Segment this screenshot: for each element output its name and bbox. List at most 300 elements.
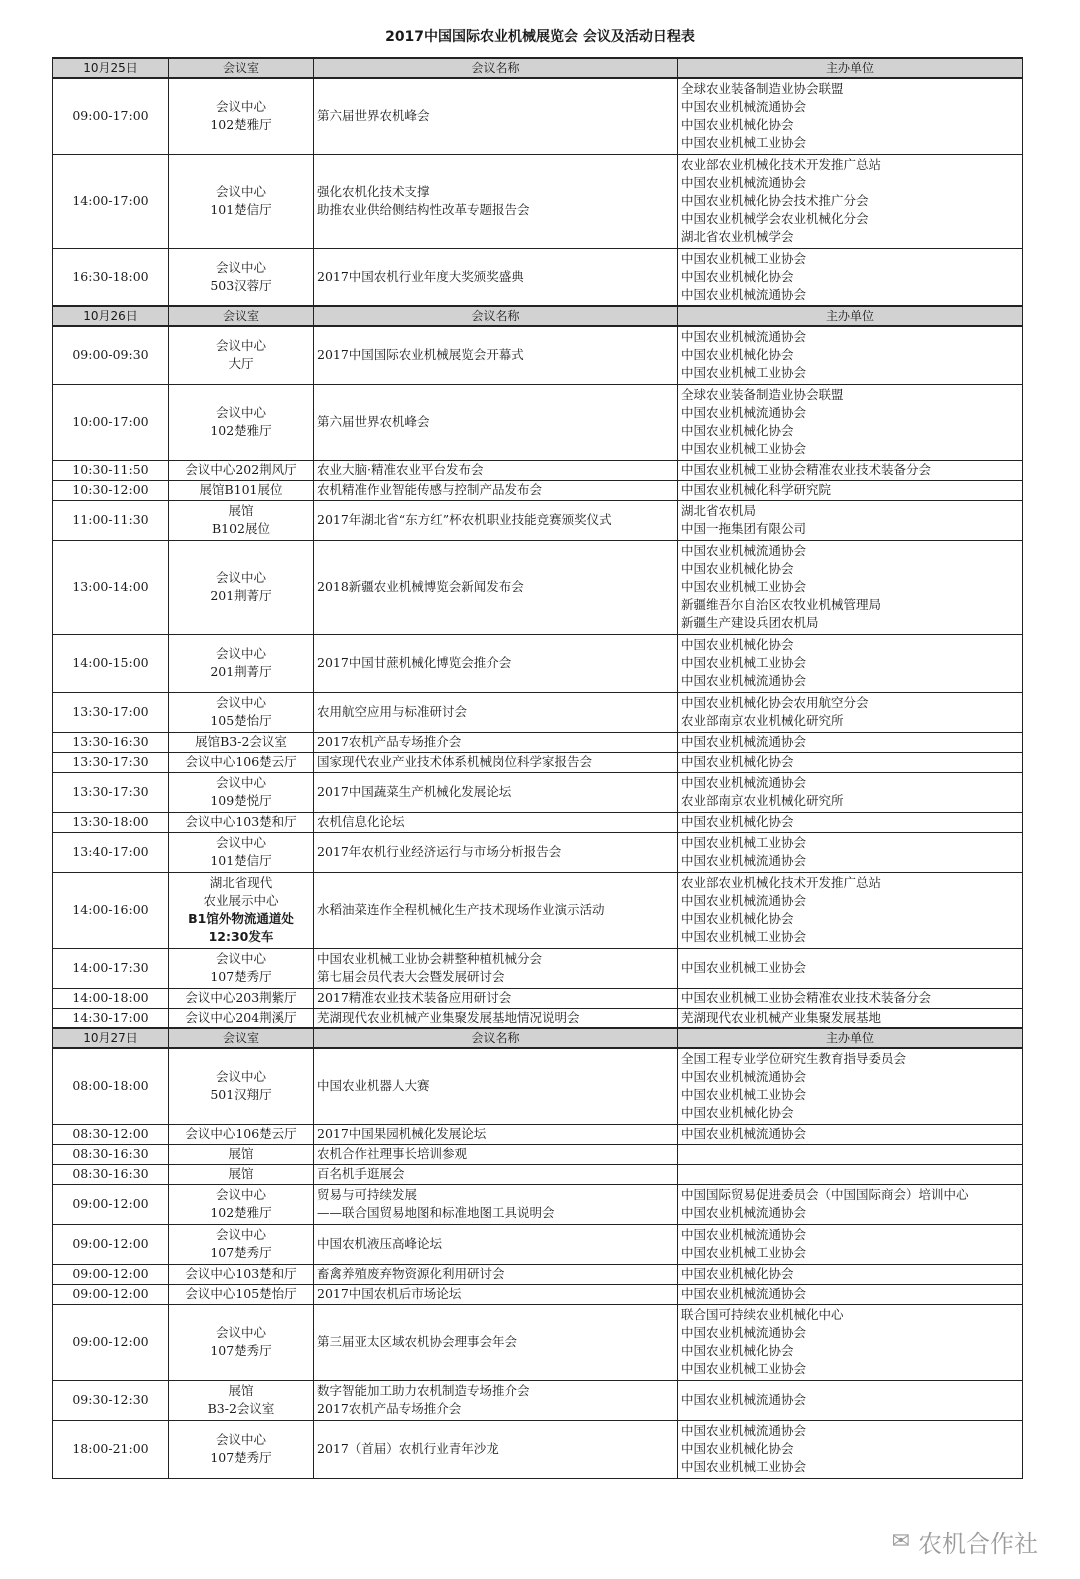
meeting-name-cell — [314, 1284, 678, 1304]
organizer-line: 芜湖现代农业机械产业集聚发展基地 — [681, 1009, 882, 1025]
room-cell — [169, 752, 314, 772]
time-cell: 14:00-15:00 — [53, 634, 169, 692]
meeting-name-line: 2017精准农业技术装备应用研讨会 — [317, 990, 512, 1005]
meeting-name-cell — [314, 988, 678, 1008]
column-header: 会议名称 — [314, 58, 678, 78]
organizer-cell — [678, 384, 1023, 460]
wechat-icon: ✉ — [891, 1529, 910, 1554]
organizer-cell — [678, 872, 1023, 948]
day-header-row — [53, 1028, 1023, 1048]
meeting-name-line: 芜湖现代农业机械产业集聚发展基地情况说明会 — [317, 1009, 580, 1025]
room-line: 会议中心 — [215, 951, 266, 966]
meeting-name-cell — [314, 872, 678, 948]
time-cell: 08:30-12:00 — [53, 1124, 169, 1144]
meeting-name-cell — [314, 948, 678, 988]
organizer-line: 中国农业机械化协会 — [681, 637, 794, 652]
meeting-name-cell — [314, 1048, 678, 1124]
organizer-line: 中国国际贸易促进委员会（中国国际商会）培训中心 — [681, 1187, 969, 1202]
organizer-line: 新疆维吾尔自治区农牧业机械管理局 — [681, 597, 882, 612]
meeting-name-line: ——联合国贸易地图和标准地图工具说明会 — [317, 1205, 555, 1220]
meeting-name-line: 2017（首届）农机行业青年沙龙 — [317, 1441, 499, 1456]
organizer-cell — [678, 948, 1023, 988]
room-line: 12:30发车 — [208, 929, 274, 944]
organizer-line: 中国农业机械化协会 — [681, 1343, 794, 1358]
room-cell — [169, 772, 314, 812]
meeting-name-cell — [314, 326, 678, 384]
meeting-name-cell — [314, 1304, 678, 1380]
schedule-row — [53, 500, 1023, 540]
time-cell: 10:30-11:50 — [53, 460, 169, 480]
room-cell — [169, 326, 314, 384]
room-cell — [169, 1284, 314, 1304]
time-cell: 13:40-17:00 — [53, 832, 169, 872]
room-cell — [169, 1420, 314, 1478]
room-cell — [169, 154, 314, 248]
schedule-row — [53, 1420, 1023, 1478]
organizer-cell — [678, 1008, 1023, 1028]
meeting-name-line: 畜禽养殖废弃物资源化利用研讨会 — [317, 1266, 505, 1281]
time-cell: 18:00-21:00 — [53, 1420, 169, 1478]
meeting-name-cell — [314, 752, 678, 772]
room-cell — [169, 1124, 314, 1144]
meeting-name-line: 第六届世界农机峰会 — [317, 414, 430, 429]
room-cell — [169, 732, 314, 752]
organizer-line: 中国农业机械化协会农用航空分会 — [681, 695, 869, 710]
room-line: 109楚悦厅 — [210, 793, 272, 808]
room-line: 展馆B3-2会议室 — [195, 734, 287, 749]
time-cell: 11:00-11:30 — [53, 500, 169, 540]
meeting-name-cell — [314, 384, 678, 460]
organizer-line: 中国农业机械流通协会 — [681, 175, 807, 190]
time-cell: 16:30-18:00 — [53, 248, 169, 306]
room-cell — [169, 1048, 314, 1124]
room-cell — [169, 634, 314, 692]
organizer-line: 中国农业机械化协会 — [681, 911, 794, 926]
schedule-row — [53, 812, 1023, 832]
room-line: 会议中心 — [215, 1325, 266, 1340]
day-header-row — [53, 58, 1023, 78]
meeting-name-line: 2017中国果园机械化发展论坛 — [317, 1126, 487, 1141]
room-cell — [169, 1144, 314, 1164]
room-line: 会议中心 — [215, 570, 266, 585]
schedule-row — [53, 1184, 1023, 1224]
organizer-line: 中国农业机械化协会 — [681, 814, 794, 829]
organizer-line: 中国农业机械学会农业机械化分会 — [681, 211, 869, 226]
schedule-row — [53, 1304, 1023, 1380]
organizer-line: 中国农业机械工业协会 — [681, 655, 807, 670]
room-cell — [169, 1264, 314, 1284]
room-line: 102楚雅厅 — [210, 423, 272, 438]
schedule-row — [53, 752, 1023, 772]
organizer-line: 农业部南京农业机械化研究所 — [681, 793, 844, 808]
schedule-row — [53, 1380, 1023, 1420]
meeting-name-cell — [314, 1420, 678, 1478]
room-line: 展馆 — [228, 1146, 254, 1161]
meeting-name-line: 助推农业供给侧结构性改革专题报告会 — [317, 202, 530, 217]
room-line: 会议中心 — [215, 1432, 266, 1447]
room-line: 501汉翔厅 — [210, 1087, 272, 1103]
organizer-cell — [678, 1304, 1023, 1380]
meeting-name-line: 2017中国甘蔗机械化博览会推介会 — [317, 655, 512, 670]
organizer-line: 中国农业机械工业协会 — [681, 579, 807, 594]
time-cell: 14:30-17:00 — [53, 1008, 169, 1028]
room-line: 会议中心 — [215, 184, 266, 199]
organizer-cell — [678, 1124, 1023, 1144]
room-line: 展馆 — [228, 1383, 254, 1398]
organizer-line: 中国农业机械工业协会 — [681, 929, 807, 944]
meeting-name-cell — [314, 480, 678, 500]
meeting-name-line: 百名机手逛展会 — [317, 1166, 405, 1181]
organizer-line: 中国农业机械化科学研究院 — [681, 482, 832, 497]
meeting-name-line: 2017年湖北省“东方红”杯农机职业技能竞赛颁奖仪式 — [317, 512, 612, 527]
meeting-name-cell — [314, 812, 678, 832]
organizer-line: 新疆生产建设兵团农机局 — [681, 615, 819, 630]
organizer-line: 中国农业机械化协会 — [681, 117, 794, 133]
meeting-name-line: 第三届亚太区域农机协会理事会年会 — [317, 1334, 518, 1349]
organizer-line: 中国农业机械工业协会精准农业技术装备分会 — [681, 990, 932, 1005]
meeting-name-line: 2017中国农机行业年度大奖颁奖盛典 — [317, 268, 524, 284]
schedule-row — [53, 1144, 1023, 1164]
room-line: 会议中心 — [215, 99, 266, 115]
organizer-line: 联合国可持续农业机械化中心 — [681, 1307, 844, 1322]
organizer-line: 中国农业机械工业协会 — [681, 365, 807, 381]
room-line: 503汉蓉厅 — [210, 277, 272, 293]
meeting-name-cell — [314, 540, 678, 634]
meeting-name-cell — [314, 78, 678, 154]
organizer-line: 中国农业机械工业协会 — [681, 1459, 807, 1474]
schedule-row — [53, 480, 1023, 500]
organizer-line: 中国农业机械化协会 — [681, 423, 794, 438]
schedule-row — [53, 832, 1023, 872]
organizer-line: 中国农业机械工业协会 — [681, 960, 807, 975]
meeting-name-line: 农用航空应用与标准研讨会 — [317, 704, 468, 719]
day-date: 10月27日 — [53, 1028, 169, 1048]
time-cell: 14:00-17:30 — [53, 948, 169, 988]
room-line: 会议中心105楚怡厅 — [185, 1286, 297, 1301]
room-line: 会议中心 — [215, 405, 266, 420]
room-cell — [169, 988, 314, 1008]
room-cell — [169, 248, 314, 306]
organizer-line: 中国农业机械流通协会 — [681, 1069, 807, 1085]
schedule-row — [53, 78, 1023, 154]
organizer-line: 中国农业机械化协会 — [681, 268, 794, 284]
column-header: 主办单位 — [678, 58, 1023, 78]
watermark-text: 农机合作社 — [918, 1530, 1038, 1558]
room-line: 107楚秀厅 — [210, 1450, 272, 1465]
room-line: B3-2会议室 — [207, 1401, 275, 1416]
column-header: 会议室 — [169, 306, 314, 326]
meeting-name-cell — [314, 1124, 678, 1144]
schedule-row — [53, 248, 1023, 306]
organizer-line: 中国农业机械流通协会 — [681, 734, 807, 749]
organizer-line: 中国农业机械流通协会 — [681, 1227, 807, 1242]
meeting-name-cell — [314, 772, 678, 812]
organizer-line: 中国农业机械流通协会 — [681, 673, 807, 688]
organizer-line: 中国农业机械流通协会 — [681, 329, 807, 345]
organizer-line: 农业部农业机械化技术开发推广总站 — [681, 875, 882, 890]
organizer-cell — [678, 752, 1023, 772]
room-line: 101楚信厅 — [210, 853, 272, 868]
time-cell: 09:30-12:30 — [53, 1380, 169, 1420]
room-cell — [169, 460, 314, 480]
room-line: 会议中心103楚和厅 — [185, 1266, 297, 1281]
time-cell: 09:00-09:30 — [53, 326, 169, 384]
organizer-cell — [678, 154, 1023, 248]
organizer-line: 农业部南京农业机械化研究所 — [681, 713, 844, 728]
organizer-line: 中国农业机械化协会 — [681, 1266, 794, 1281]
organizer-line: 全球农业装备制造业协会联盟 — [681, 81, 844, 97]
organizer-cell — [678, 1224, 1023, 1264]
room-line: 会议中心202荆风厅 — [185, 462, 297, 477]
time-cell: 13:30-17:30 — [53, 772, 169, 812]
organizer-line: 中国一拖集团有限公司 — [681, 521, 807, 536]
room-line: B1馆外物流通道处 — [188, 911, 294, 926]
organizer-cell — [678, 634, 1023, 692]
meeting-name-line: 国家现代农业产业技术体系机械岗位科学家报告会 — [317, 754, 593, 769]
organizer-line: 中国农业机械流通协会 — [681, 1392, 807, 1407]
schedule-row — [53, 872, 1023, 948]
organizer-cell — [678, 500, 1023, 540]
meeting-name-line: 2017年农机行业经济运行与市场分析报告会 — [317, 844, 562, 859]
organizer-line: 中国农业机械流通协会 — [681, 1126, 807, 1141]
schedule-row — [53, 948, 1023, 988]
room-line: 201荆菁厅 — [210, 588, 272, 603]
meeting-name-cell — [314, 500, 678, 540]
organizer-cell — [678, 1164, 1023, 1184]
organizer-line: 全国工程专业学位研究生教育指导委员会 — [681, 1051, 907, 1067]
room-line: 会议中心 — [215, 338, 266, 354]
room-cell — [169, 812, 314, 832]
watermark — [892, 1524, 1038, 1559]
meeting-name-line: 中国农机液压高峰论坛 — [317, 1236, 443, 1251]
meeting-name-line: 中国农业机械工业协会耕整种植机械分会 — [317, 951, 543, 966]
organizer-line: 湖北省农机局 — [681, 503, 757, 518]
organizer-cell — [678, 772, 1023, 812]
schedule-row — [53, 326, 1023, 384]
meeting-name-cell — [314, 1264, 678, 1284]
organizer-line: 中国农业机械化协会 — [681, 347, 794, 363]
meeting-name-line: 2017农机产品专场推介会 — [317, 734, 462, 749]
schedule-row — [53, 1284, 1023, 1304]
meeting-name-cell — [314, 1144, 678, 1164]
organizer-cell — [678, 540, 1023, 634]
room-line: 会议中心 — [215, 1227, 266, 1242]
meeting-name-cell — [314, 1164, 678, 1184]
time-cell: 14:00-17:00 — [53, 154, 169, 248]
room-line: 大厅 — [228, 356, 254, 372]
meeting-name-line: 贸易与可持续发展 — [317, 1187, 418, 1202]
column-header: 会议名称 — [314, 306, 678, 326]
organizer-line: 中国农业机械流通协会 — [681, 99, 807, 115]
meeting-name-line: 数字智能加工助力农机制造专场推介会 — [317, 1383, 530, 1398]
room-line: 会议中心 — [215, 835, 266, 850]
room-line: 107楚秀厅 — [210, 1343, 272, 1358]
organizer-line: 中国农业机械工业协会 — [681, 1087, 807, 1103]
organizer-line: 中国农业机械流通协会 — [681, 1423, 807, 1438]
time-cell: 14:00-18:00 — [53, 988, 169, 1008]
schedule-row — [53, 1008, 1023, 1028]
schedule-table — [52, 57, 1023, 1479]
organizer-line: 中国农业机械化协会 — [681, 1441, 794, 1456]
organizer-cell — [678, 326, 1023, 384]
meeting-name-cell — [314, 1380, 678, 1420]
meeting-name-line: 2018新疆农业机械博览会新闻发布会 — [317, 579, 524, 594]
organizer-line: 中国农业机械工业协会精准农业技术装备分会 — [681, 462, 932, 477]
time-cell: 08:00-18:00 — [53, 1048, 169, 1124]
room-line: 101楚信厅 — [210, 202, 272, 217]
column-header: 会议室 — [169, 58, 314, 78]
organizer-cell — [678, 480, 1023, 500]
organizer-cell — [678, 988, 1023, 1008]
organizer-cell — [678, 812, 1023, 832]
meeting-name-line: 中国农业机器人大赛 — [317, 1078, 430, 1094]
organizer-line: 中国农业机械工业协会 — [681, 1361, 807, 1376]
meeting-name-line: 农机合作社理事长培训参观 — [317, 1146, 468, 1161]
organizer-line: 中国农业机械工业协会 — [681, 250, 807, 266]
meeting-name-line: 2017中国蔬菜生产机械化发展论坛 — [317, 784, 512, 799]
organizer-line: 中国农业机械工业协会 — [681, 1245, 807, 1260]
organizer-line: 湖北省农业机械学会 — [681, 229, 794, 244]
room-line: 会议中心203荆紫厅 — [185, 990, 297, 1005]
meeting-name-cell — [314, 154, 678, 248]
room-cell — [169, 480, 314, 500]
organizer-line: 中国农业机械流通协会 — [681, 405, 807, 420]
day-header-row — [53, 306, 1023, 326]
time-cell: 09:00-12:00 — [53, 1304, 169, 1380]
schedule-row — [53, 988, 1023, 1008]
organizer-cell — [678, 732, 1023, 752]
room-cell — [169, 1304, 314, 1380]
room-cell — [169, 1380, 314, 1420]
room-cell — [169, 78, 314, 154]
room-line: 102楚雅厅 — [210, 1205, 272, 1220]
time-cell: 09:00-12:00 — [53, 1284, 169, 1304]
meeting-name-cell — [314, 1008, 678, 1028]
organizer-line: 中国农业机械流通协会 — [681, 1286, 807, 1301]
organizer-cell — [678, 1144, 1023, 1164]
organizer-cell — [678, 248, 1023, 306]
meeting-name-line: 第七届会员代表大会暨发展研讨会 — [317, 969, 505, 984]
meeting-name-cell — [314, 634, 678, 692]
organizer-line: 农业部农业机械化技术开发推广总站 — [681, 157, 882, 172]
schedule-row — [53, 732, 1023, 752]
meeting-name-line: 强化农机化技术支撑 — [317, 184, 430, 199]
room-cell — [169, 832, 314, 872]
room-line: 农业展示中心 — [203, 893, 279, 908]
time-cell: 08:30-16:30 — [53, 1144, 169, 1164]
time-cell: 09:00-12:00 — [53, 1224, 169, 1264]
organizer-line: 中国农业机械流通协会 — [681, 1325, 807, 1340]
room-line: 会议中心 — [215, 1187, 266, 1202]
organizer-cell — [678, 78, 1023, 154]
organizer-line: 中国农业机械化协会 — [681, 754, 794, 769]
schedule-row — [53, 1124, 1023, 1144]
organizer-line: 中国农业机械流通协会 — [681, 775, 807, 790]
room-cell — [169, 540, 314, 634]
room-cell — [169, 872, 314, 948]
schedule-row — [53, 772, 1023, 812]
room-line: 201荆菁厅 — [210, 664, 272, 679]
room-line: 会议中心 — [215, 259, 266, 275]
time-cell: 08:30-16:30 — [53, 1164, 169, 1184]
time-cell: 13:30-16:30 — [53, 732, 169, 752]
organizer-line: 中国农业机械流通协会 — [681, 1205, 807, 1220]
schedule-row — [53, 460, 1023, 480]
organizer-line: 中国农业机械工业协会 — [681, 135, 807, 151]
meeting-name-line: 农机精准作业智能传感与控制产品发布会 — [317, 482, 543, 497]
room-line: 湖北省现代 — [209, 875, 273, 890]
time-cell: 13:30-18:00 — [53, 812, 169, 832]
schedule-row — [53, 634, 1023, 692]
organizer-cell — [678, 460, 1023, 480]
meeting-name-cell — [314, 1224, 678, 1264]
time-cell: 10:30-12:00 — [53, 480, 169, 500]
room-line: 会议中心106楚云厅 — [185, 1126, 297, 1141]
column-header: 主办单位 — [678, 306, 1023, 326]
schedule-row — [53, 1264, 1023, 1284]
schedule-row — [53, 692, 1023, 732]
organizer-line: 中国农业机械流通协会 — [681, 286, 807, 302]
room-line: 107楚秀厅 — [210, 1245, 272, 1260]
column-header: 会议室 — [169, 1028, 314, 1048]
time-cell: 14:00-16:00 — [53, 872, 169, 948]
day-date: 10月26日 — [53, 306, 169, 326]
organizer-cell — [678, 1184, 1023, 1224]
organizer-line: 中国农业机械工业协会 — [681, 835, 807, 850]
schedule-row — [53, 540, 1023, 634]
room-cell — [169, 1164, 314, 1184]
meeting-name-cell — [314, 832, 678, 872]
organizer-cell — [678, 692, 1023, 732]
room-line: 展馆B101展位 — [199, 482, 283, 497]
organizer-line: 中国农业机械流通协会 — [681, 893, 807, 908]
organizer-cell — [678, 832, 1023, 872]
organizer-line: 中国农业机械流通协会 — [681, 853, 807, 868]
room-line: 会议中心106楚云厅 — [185, 754, 297, 769]
room-line: 105楚怡厅 — [210, 713, 272, 728]
room-cell — [169, 948, 314, 988]
meeting-name-cell — [314, 1184, 678, 1224]
room-line: 会议中心 — [215, 695, 266, 710]
column-header: 主办单位 — [678, 1028, 1023, 1048]
organizer-line: 中国农业机械流通协会 — [681, 543, 807, 558]
meeting-name-cell — [314, 692, 678, 732]
meeting-name-cell — [314, 248, 678, 306]
room-cell — [169, 692, 314, 732]
room-line: 展馆 — [228, 503, 254, 518]
room-line: 会议中心103楚和厅 — [185, 814, 297, 829]
time-cell: 10:00-17:00 — [53, 384, 169, 460]
room-cell — [169, 500, 314, 540]
organizer-line: 中国农业机械化协会 — [681, 1105, 794, 1121]
schedule-row — [53, 1048, 1023, 1124]
room-line: 展馆 — [228, 1166, 254, 1181]
room-cell — [169, 384, 314, 460]
organizer-cell — [678, 1380, 1023, 1420]
meeting-name-line: 2017中国农机后市场论坛 — [317, 1286, 462, 1301]
room-line: 会议中心 — [215, 1069, 266, 1085]
time-cell: 13:30-17:00 — [53, 692, 169, 732]
page-title: 2017中国国际农业机械展览会 会议及活动日程表 — [385, 29, 695, 45]
room-cell — [169, 1008, 314, 1028]
meeting-name-cell — [314, 732, 678, 752]
time-cell: 13:00-14:00 — [53, 540, 169, 634]
meeting-name-cell — [314, 460, 678, 480]
time-cell: 09:00-12:00 — [53, 1184, 169, 1224]
room-line: 会议中心 — [215, 775, 266, 790]
room-line: 会议中心 — [215, 646, 266, 661]
organizer-cell — [678, 1048, 1023, 1124]
